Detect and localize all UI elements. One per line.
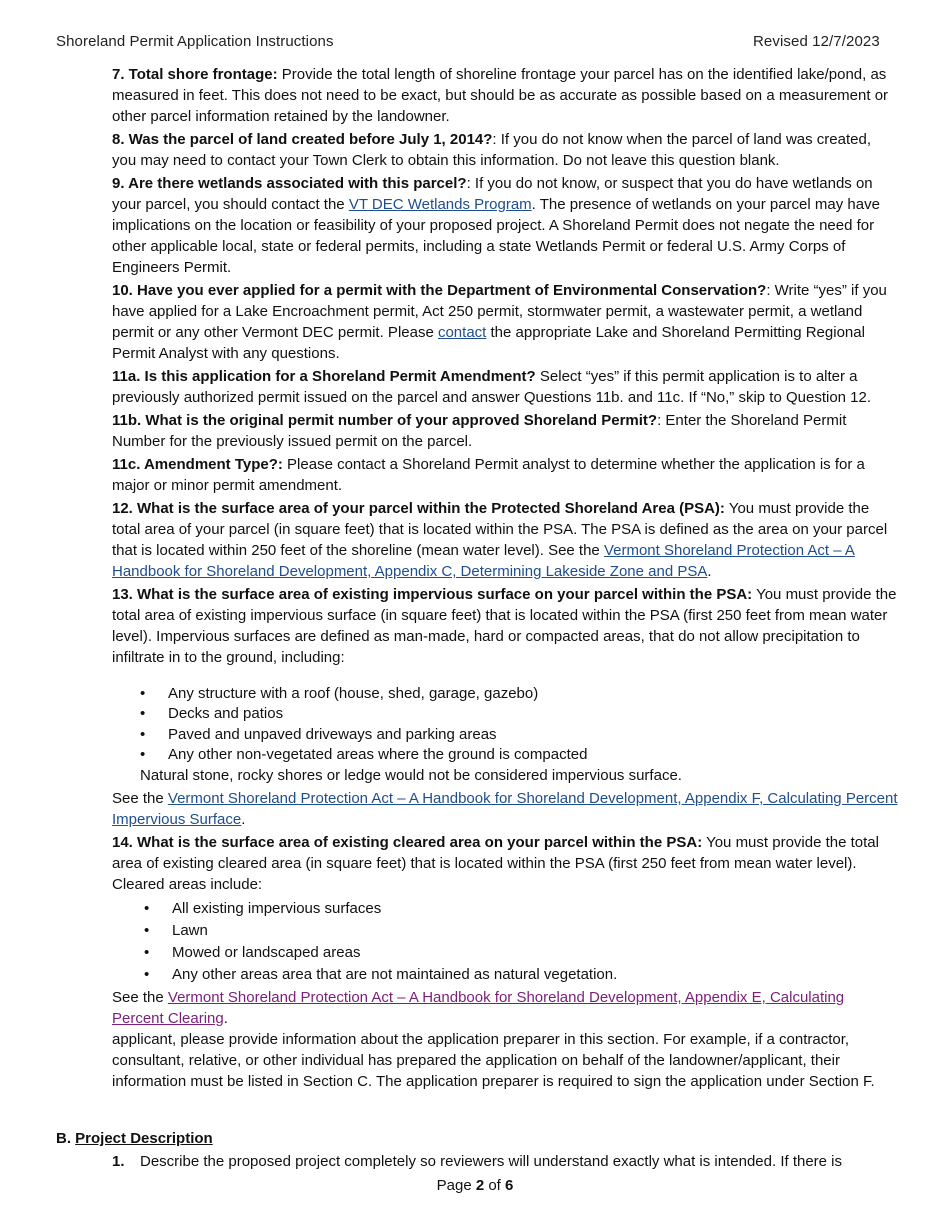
of-word: of (484, 1177, 506, 1194)
section-b-heading (56, 1130, 213, 1147)
question-11c (112, 454, 898, 496)
question-12 (112, 498, 898, 582)
bullet-glyph: • (144, 900, 150, 917)
question-10-label: 10. Have you ever applied for a permit with the Department of Environmental Conservation? (112, 282, 767, 299)
bullet-glyph: • (144, 944, 150, 961)
question-7 (112, 64, 898, 127)
question-11a-label: 11a. Is this application for a Shoreland Permit Amendment? (112, 368, 536, 385)
impervious-bullet (112, 704, 898, 724)
question-10-text: : Write “yes” if you have applied for a Lake Encroachment permit, Act 250 permit, stormwater permit, a wastewater permit, a wetland permit or any other Vermont DEC permit. Please (112, 282, 887, 341)
question-12-text: You must provide the total area of your parcel (in square feet) that is located within the PSA. The PSA is defined as the area on your parcel that is located within 250 feet of the shoreline (mean water level). See the (112, 500, 888, 559)
question-13-text: You must provide the total area of existing impervious surface (in square feet) that is located within the PSA (first 250 feet from mean water level). Impervious surfaces are defined as man-made, hard or compacted areas, that do not allow precipitation to infiltrate in to the ground, including: (112, 586, 897, 666)
project-description-item-1 (112, 1151, 898, 1172)
cleared-bullet (112, 898, 898, 919)
cleared-bullet (112, 964, 898, 985)
question-7-text: Provide the total length of shoreline frontage your parcel has on the identified lake/pond, as measured in feet. This does not need to be exact, but should be as accurate as possible based on a measurement or other parcel information retained by the landowner. (112, 66, 889, 125)
see-appendix-f (112, 788, 898, 830)
see-appendix-e (112, 987, 898, 1029)
impervious-bullet (112, 684, 898, 704)
question-14 (112, 832, 898, 1092)
section-b-prefix: B. (56, 1130, 76, 1147)
question-11a (112, 366, 898, 408)
impervious-bullet-text: Decks and patios (168, 705, 284, 723)
see-text: See the (112, 790, 168, 808)
bullet-glyph: • (140, 705, 146, 723)
impervious-bullet (112, 745, 898, 765)
page-footer (0, 1177, 950, 1194)
current-page: 2 (475, 1177, 485, 1194)
cleared-bullet-text: Lawn (172, 922, 208, 939)
question-7-label: 7. Total shore frontage: (112, 66, 278, 83)
instructions-body (112, 64, 898, 666)
cleared-bullet-text: Any other areas area that are not maintained as natural vegetation. (172, 966, 618, 983)
appendix-f-link[interactable]: Vermont Shoreland Protection Act – A Handbook for Shoreland Development, Appendix F, Calculating Percent Impervious Surface (112, 790, 898, 829)
question-10 (112, 280, 898, 364)
total-pages: 6 (505, 1177, 514, 1194)
see-text-end: . (223, 1010, 228, 1027)
question-9 (112, 173, 898, 278)
contact-link[interactable]: contact (437, 324, 487, 341)
bullet-glyph: • (144, 922, 150, 939)
wetlands-program-link[interactable]: VT DEC Wetlands Program (348, 196, 532, 213)
bullet-glyph: • (140, 725, 146, 743)
question-11b (112, 410, 898, 452)
bullet-glyph: • (140, 746, 146, 764)
section-b-title: Project Description (75, 1130, 213, 1147)
item-number: 1. (112, 1153, 125, 1170)
question-11b-label: 11b. What is the original permit number of your approved Shoreland Permit? (112, 412, 658, 429)
header-revised-date: Revised 12/7/2023 (753, 33, 880, 50)
bullet-glyph: • (140, 685, 146, 702)
question-8 (112, 129, 898, 171)
impervious-note: Natural stone, rocky shores or ledge would not be considered impervious surface. (140, 766, 682, 784)
question-11a-text: Select “yes” if this permit application is to alter a previously authorized permit issued on the parcel and answer Questions 11b. and 11c. If “No,” skip to Question 12. (112, 368, 872, 406)
question-11b-text: : Enter the Shoreland Permit Number for the previously issued permit on the parcel. (112, 412, 847, 450)
impervious-bullet (112, 725, 898, 745)
see-text-end: . (241, 811, 246, 829)
header-title: Shoreland Permit Application Instructions (56, 33, 334, 50)
impervious-bullet-text: Paved and unpaved driveways and parking areas (168, 725, 497, 743)
see-text: See the (112, 989, 168, 1006)
appendix-c-link[interactable]: Vermont Shoreland Protection Act – A Handbook for Shoreland Development, Appendix C, Determining Lakeside Zone and PSA (112, 542, 855, 580)
question-14-label: 14. What is the surface area of existing cleared area on your parcel within the PSA: (112, 834, 703, 851)
question-13 (112, 584, 898, 668)
question-8-label: 8. Was the parcel of land created before July 1, 2014? (112, 131, 493, 148)
cleared-bullet-text: Mowed or landscaped areas (172, 944, 361, 961)
cleared-bullet-text: All existing impervious surfaces (172, 900, 382, 917)
question-11c-text: Please contact a Shoreland Permit analyst to determine whether the application is for a major or minor permit amendment. (112, 456, 865, 494)
question-12-label: 12. What is the surface area of your parcel within the Protected Shoreland Area (PSA): (112, 500, 725, 517)
question-10-text-end: the appropriate Lake and Shoreland Permitting Regional Permit Analyst with any questions. (112, 324, 865, 362)
question-9-text: : If you do not know, or suspect that you do have wetlands on your parcel, you should contact the (112, 175, 873, 213)
question-14-text: You must provide the total area of existing cleared area (in square feet) that is located within the PSA (first 250 feet from mean water level). Cleared areas include: (112, 834, 879, 893)
page-word: Page (436, 1177, 476, 1194)
question-9-text-end: . The presence of wetlands on your parcel may have implications on the location or feasibility of your proposed project. A Shoreland Permit does not negate the need for other applicable local, state or federal permits, including a state Wetlands Permit or federal U.S. Army Corps of Engineers Permit. (112, 196, 880, 276)
question-9-label: 9. Are there wetlands associated with this parcel? (112, 175, 467, 192)
question-13-details (112, 684, 898, 830)
preparer-paragraph: applicant, please provide information about the application preparer in this section. For example, if a contractor, consultant, relative, or other individual has prepared the application on behalf of the landowner/applicant, their information must be listed in Section C. The application preparer is required to sign the application under Section F. (112, 1031, 875, 1090)
bullet-glyph: • (144, 966, 150, 983)
impervious-bullet-text: Any other non-vegetated areas where the ground is compacted (168, 746, 588, 764)
appendix-e-link[interactable]: Vermont Shoreland Protection Act – A Handbook for Shoreland Development, Appendix E, Calculating Percent Clearing (112, 989, 845, 1027)
impervious-bullet-text: Any structure with a roof (house, shed, garage, gazebo) (168, 685, 539, 702)
item-text: Describe the proposed project completely so reviewers will understand exactly what is intended. If there is (140, 1153, 843, 1170)
question-8-text: : If you do not know when the parcel of land was created, you may need to contact your Town Clerk to obtain this information. Do not leave this question blank. (112, 131, 871, 169)
question-11c-label: 11c. Amendment Type?: (112, 456, 283, 473)
question-12-text-end: . (707, 563, 712, 580)
cleared-bullet (112, 942, 898, 963)
question-13-label: 13. What is the surface area of existing impervious surface on your parcel within the PSA: (112, 586, 753, 603)
cleared-bullet (112, 920, 898, 941)
